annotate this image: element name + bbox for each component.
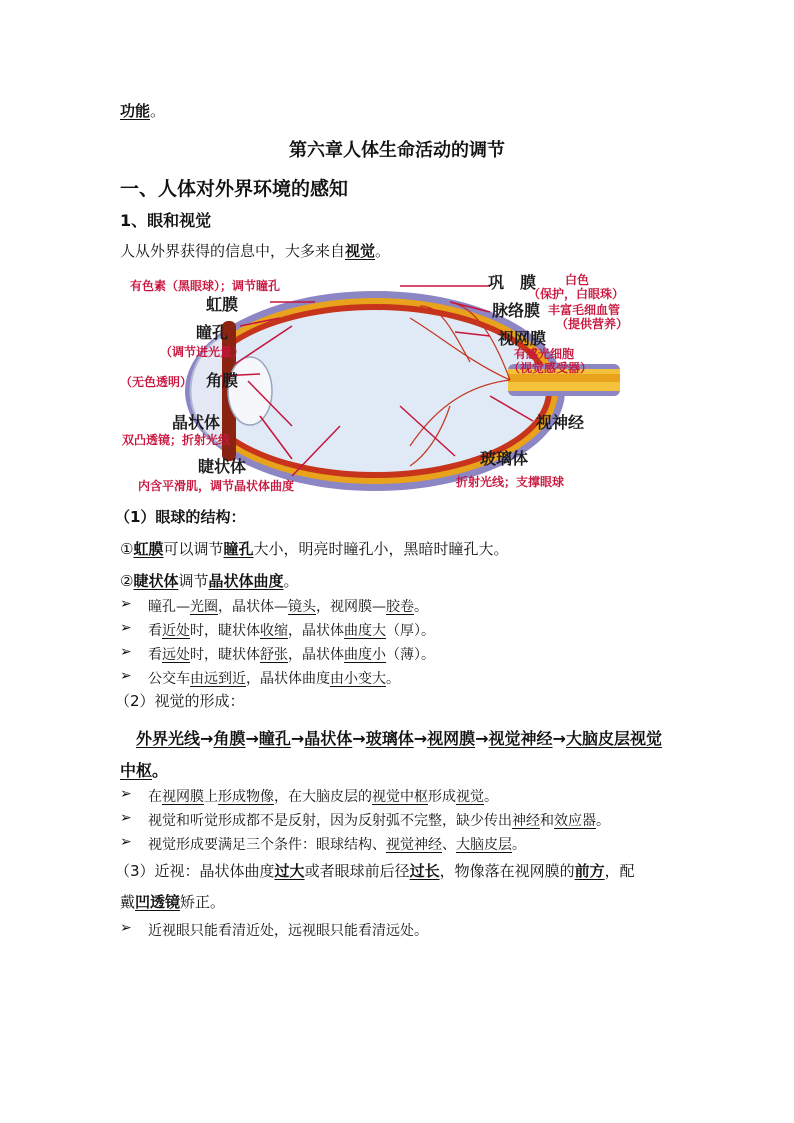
path-step: 角膜: [213, 729, 246, 748]
intro-post: 。: [375, 242, 391, 260]
label-iris: 虹膜: [206, 295, 239, 314]
path-end-text: 中枢: [120, 761, 153, 780]
bullet-symbol: ➢: [120, 644, 132, 660]
eye-diagram: [110, 266, 670, 498]
bullet-line: [148, 786, 498, 806]
label-sclera: 巩 膜: [488, 273, 537, 292]
label-cornea-note: （无色透明）: [120, 375, 193, 389]
bullet-text: ，晶状体: [288, 623, 344, 639]
line1-text2: 大小，明亮时瞳孔小，黑暗时瞳孔大。: [253, 540, 509, 558]
bullet-text: 。: [512, 837, 526, 853]
path-step: 瞳孔: [258, 729, 291, 748]
line2-key1: 睫状体: [133, 572, 179, 590]
label-ciliary: 睫状体: [198, 457, 247, 476]
bullet-text: 。: [386, 671, 400, 687]
myopia-key3: 前方: [574, 862, 605, 880]
formation-path: [136, 726, 662, 749]
myopia-line-1: [115, 860, 635, 881]
arrow-icon: →: [200, 729, 214, 748]
myopia-key1: 过大: [274, 862, 305, 880]
intro-key: 视觉: [345, 242, 376, 260]
bullet-line: [148, 668, 400, 688]
line1-text1: 可以调节: [163, 540, 224, 558]
underlined-term: 效应器: [554, 813, 596, 829]
label-sclera-color: 白色: [565, 273, 590, 287]
arrow-icon: →: [290, 729, 305, 748]
bullet-text: 视觉形成要满足三个条件：眼球结构、: [148, 837, 386, 853]
bullet-text: 看: [148, 623, 162, 639]
intro-pre: 人从外界获得的信息中，大多来自: [120, 242, 346, 260]
bullet-text: ，在大脑皮层的: [274, 789, 372, 805]
line2-num: ②: [120, 572, 134, 590]
arrow-icon: →: [552, 729, 566, 748]
bullet-symbol: ➢: [120, 834, 132, 850]
bullet-symbol: ➢: [120, 620, 132, 636]
bullet-symbol: ➢: [120, 810, 132, 826]
myopia-text1: 或者眼球前后径: [304, 862, 410, 880]
label-vitreous-note: 折射光线；支撑眼球: [456, 475, 565, 489]
top-fragment-punct: 。: [150, 102, 166, 120]
bullet-line: [148, 644, 435, 664]
bullet-text: 和: [540, 813, 554, 829]
label-cornea: 角膜: [206, 371, 239, 390]
bullet-text: 、: [442, 837, 456, 853]
underlined-term: 视网膜: [162, 789, 204, 805]
bullet-text: ，晶状体: [288, 647, 344, 663]
bullet-text: 瞳孔—: [148, 599, 190, 615]
myopia-l2-text2: 矫正。: [180, 893, 226, 911]
section-title: 一、人体对外界环境的感知: [120, 178, 349, 200]
underlined-term: 光圈: [190, 599, 218, 615]
underlined-term: 视觉中枢: [372, 789, 428, 805]
underlined-term: 镜头: [288, 599, 316, 615]
path-step: 视觉神经: [488, 729, 553, 748]
label-retina-note1: 有感光细胞: [514, 347, 575, 361]
path-step: 晶状体: [304, 729, 353, 748]
bullet-text: （薄）。: [386, 647, 435, 663]
bullet-text: 在: [148, 789, 162, 805]
bullet-text: 时，睫状体: [190, 647, 260, 663]
arrow-icon: →: [413, 729, 428, 748]
line1-num: ①: [120, 540, 134, 558]
label-iris-note: 有色素（黑眼球）；调节瞳孔: [130, 279, 281, 293]
bullet-text: 视觉和听觉形成都不是反射，因为反射弧不完整，缺少传出: [148, 813, 512, 829]
label-retina-note2: （视觉感受器）: [508, 361, 593, 375]
label-vitreous: 玻璃体: [480, 449, 529, 468]
eyeball-illustration: [185, 291, 620, 491]
structure-line-1: [120, 538, 509, 559]
label-pupil-note: （调节进光量）: [160, 345, 245, 359]
formation-path-end: [120, 758, 168, 781]
underlined-term: 曲度大: [344, 623, 386, 639]
bullet-text: ，视网膜—: [316, 599, 386, 615]
path-step: 大脑皮层视觉: [565, 729, 662, 748]
bullet-line: [148, 810, 610, 830]
path-end-punct: 。: [152, 761, 169, 780]
path-step: 外界光线: [136, 729, 201, 748]
line1-key1: 虹膜: [133, 540, 164, 558]
bullet-text: 上: [204, 789, 218, 805]
myopia-pre: （3）近视：晶状体曲度: [115, 862, 275, 880]
label-pupil: 瞳孔: [196, 323, 229, 342]
chapter-title: 第六章人体生命活动的调节: [289, 140, 505, 161]
bullet-line: [148, 834, 526, 854]
top-fragment-key: 功能: [120, 102, 151, 120]
underlined-term: 形成物像: [218, 789, 274, 805]
underlined-term: 远处: [162, 647, 190, 663]
bullet-line: [148, 620, 435, 640]
bullet-symbol: ➢: [120, 786, 132, 802]
underlined-term: 视觉: [456, 789, 484, 805]
bullet-text: 。: [414, 599, 428, 615]
path-step: 视网膜: [427, 729, 476, 748]
bullet-text: 形成: [428, 789, 456, 805]
bullet-text: 公交车: [148, 671, 190, 687]
myopia-bullet-symbol: ➢: [120, 920, 132, 936]
underlined-term: 视觉神经: [386, 837, 442, 853]
label-choroid: 脉络膜: [492, 301, 541, 320]
myopia-l2-text1: 戴: [120, 893, 136, 911]
myopia-l2-key: 凹透镜: [135, 893, 181, 911]
underlined-term: 胶卷: [386, 599, 414, 615]
label-lens-note: 双凸透镜；折射光线: [122, 433, 231, 447]
underlined-term: 曲度小: [344, 647, 386, 663]
line1-key2: 瞳孔: [223, 540, 254, 558]
label-ciliary-note: 内含平滑肌，调节晶状体曲度: [138, 479, 295, 493]
bullet-symbol: ➢: [120, 668, 132, 684]
line2-text2: 。: [283, 572, 299, 590]
arrow-icon: →: [352, 729, 366, 748]
arrow-icon: →: [475, 729, 489, 748]
underlined-term: 近处: [162, 623, 190, 639]
line2-key2: 晶状体曲度: [208, 572, 284, 590]
bullet-text: 看: [148, 647, 162, 663]
intro-line: [120, 240, 390, 261]
path-step: 玻璃体: [365, 729, 414, 748]
label-optic-nerve: 视神经: [536, 413, 585, 432]
label-choroid-note1: 丰富毛细血管: [548, 303, 621, 317]
underlined-term: 舒张: [260, 647, 288, 663]
bullet-symbol: ➢: [120, 596, 132, 612]
label-choroid-note2: （提供营养）: [556, 317, 629, 331]
structure-heading: （1）眼球的结构：: [115, 508, 246, 526]
underlined-term: 神经: [512, 813, 540, 829]
bullet-text: 。: [596, 813, 610, 829]
underlined-term: 由远到近: [190, 671, 246, 687]
bullet-text: 时，睫状体: [190, 623, 260, 639]
underlined-term: 大脑皮层: [456, 837, 512, 853]
bullet-text: ，晶状体—: [218, 599, 288, 615]
arrow-icon: →: [245, 729, 259, 748]
structure-line-2: [120, 570, 299, 591]
label-retina: 视网膜: [498, 329, 547, 348]
bullet-text: 。: [484, 789, 498, 805]
bullet-line: [148, 596, 428, 616]
myopia-bullet-text: 近视眼只能看清近处，远视眼只能看清远处。: [148, 923, 428, 939]
myopia-key2: 过长: [409, 862, 440, 880]
label-lens: 晶状体: [172, 413, 221, 432]
myopia-line-2: [120, 891, 225, 912]
underlined-term: 收缩: [260, 623, 288, 639]
myopia-text2: ，物像落在视网膜的: [439, 862, 575, 880]
myopia-text3: ，配: [604, 862, 635, 880]
subsection-title: 1、眼和视觉: [120, 211, 212, 230]
line2-text1: 调节: [178, 572, 209, 590]
underlined-term: 由小变大: [330, 671, 386, 687]
formation-heading: （2）视觉的形成：: [115, 692, 245, 710]
label-sclera-note: （保护，白眼珠）: [528, 287, 625, 301]
bullet-text: （厚）。: [386, 623, 435, 639]
top-fragment: [120, 100, 165, 121]
bullet-text: ，晶状体曲度: [246, 671, 330, 687]
